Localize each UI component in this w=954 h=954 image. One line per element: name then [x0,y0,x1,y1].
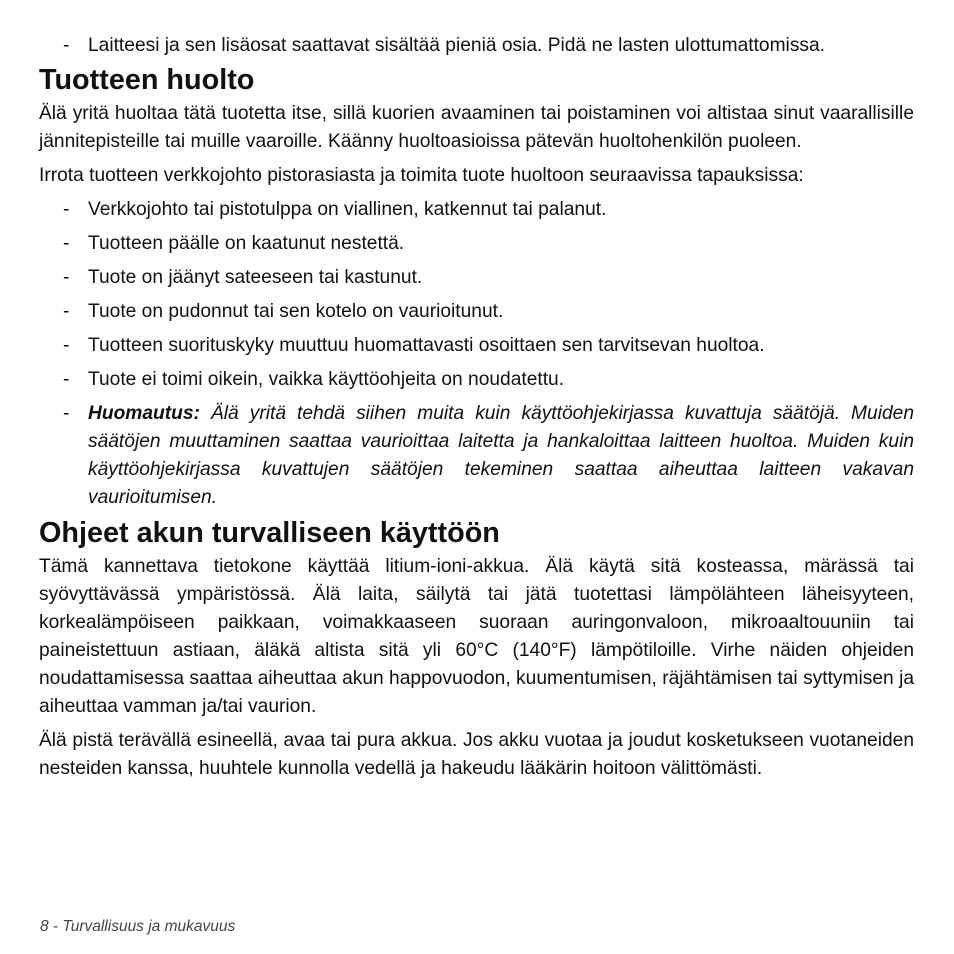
list-dash: - [63,233,70,254]
list-dash: - [63,35,70,56]
section-heading-battery-safety: Ohjeet akun turvalliseen käyttöön [39,517,500,549]
paragraph: Tämä kannettava tietokone käyttää litium-ioni-akkua. Älä käytä sitä kosteassa, märässä tai syövyttävässä ympäristössä. Älä laita, säilytä tai jätä tuotettasi lämpölähteen läheisyyteen, korkealämpöiseen paikkaan, voimakkaaseen suoraan auringonvaloon, mikroaaltouuniin tai paineistettuun astiaan, äläkä altista sitä yli 60°C (140°F) lämpötiloille. Virhe näiden ohjeiden noudattamisessa saattaa aiheuttaa akun happovuodon, kuumentumisen, räjähtämisen tai syttymisen ja aiheuttaa vamman ja/tai vaurion. [39,556,914,717]
list-item [39,366,914,394]
list-dash: - [63,199,70,220]
list-dash: - [63,301,70,322]
section-heading-product-service: Tuotteen huolto [39,64,255,96]
list-dash: - [63,335,70,356]
note-item [39,400,914,512]
list-item-text: Tuote ei toimi oikein, vaikka käyttöohjeita on noudatettu. [88,369,565,390]
paragraph: Älä pistä terävällä esineellä, avaa tai pura akkua. Jos akku vuotaa ja joudut kosketukseen vuotaneiden nesteiden kanssa, huuhtele kunnolla vedellä ja hakeudu lääkärin hoitoon välittömästi. [39,730,914,779]
list-item [39,196,914,224]
note-text: Älä yritä tehdä siihen muita kuin käyttöohjekirjassa kuvattuja säätöjä. Muiden säätöjen muuttaminen saattaa vaurioittaa laitetta ja hankaloittaa laitteen huoltoa. Muiden kuin käyttöohjekirjassa kuvattujen säätöjen tekeminen saattaa aiheuttaa laitteen vakavan vaurioitumisen. [88,403,914,508]
list-item [39,332,914,360]
list-item-text: Tuote on pudonnut tai sen kotelo on vaurioitunut. [88,301,504,322]
list-item-text: Tuote on jäänyt sateeseen tai kastunut. [88,267,423,288]
list-item [39,298,914,326]
note-label: Huomautus: [88,403,200,424]
list-item-text: Tuotteen päälle on kaatunut nestettä. [88,233,405,254]
list-dash: - [63,403,70,424]
list-dash: - [63,369,70,390]
list-item [39,32,914,60]
page-content [39,32,914,783]
list-item-text: Verkkojohto tai pistotulppa on viallinen, katkennut tai palanut. [88,199,607,220]
page-footer: 8 - Turvallisuus ja mukavuus [40,918,236,935]
list-item-text: Laitteesi ja sen lisäosat saattavat sisältää pieniä osia. Pidä ne lasten ulottumattomissa. [88,35,826,56]
list-dash: - [63,267,70,288]
list-item [39,264,914,292]
paragraph: Älä yritä huoltaa tätä tuotetta itse, sillä kuorien avaaminen tai poistaminen voi altistaa sinut vaarallisille jännitepisteille tai muille vaaroille. Käänny huoltoasioissa pätevän huoltohenkilön puoleen. [39,103,914,152]
paragraph: Irrota tuotteen verkkojohto pistorasiasta ja toimita tuote huoltoon seuraavissa tapauksissa: [39,165,804,186]
list-item-text: Tuotteen suorituskyky muuttuu huomattavasti osoittaen sen tarvitsevan huoltoa. [88,335,765,356]
list-item [39,230,914,258]
